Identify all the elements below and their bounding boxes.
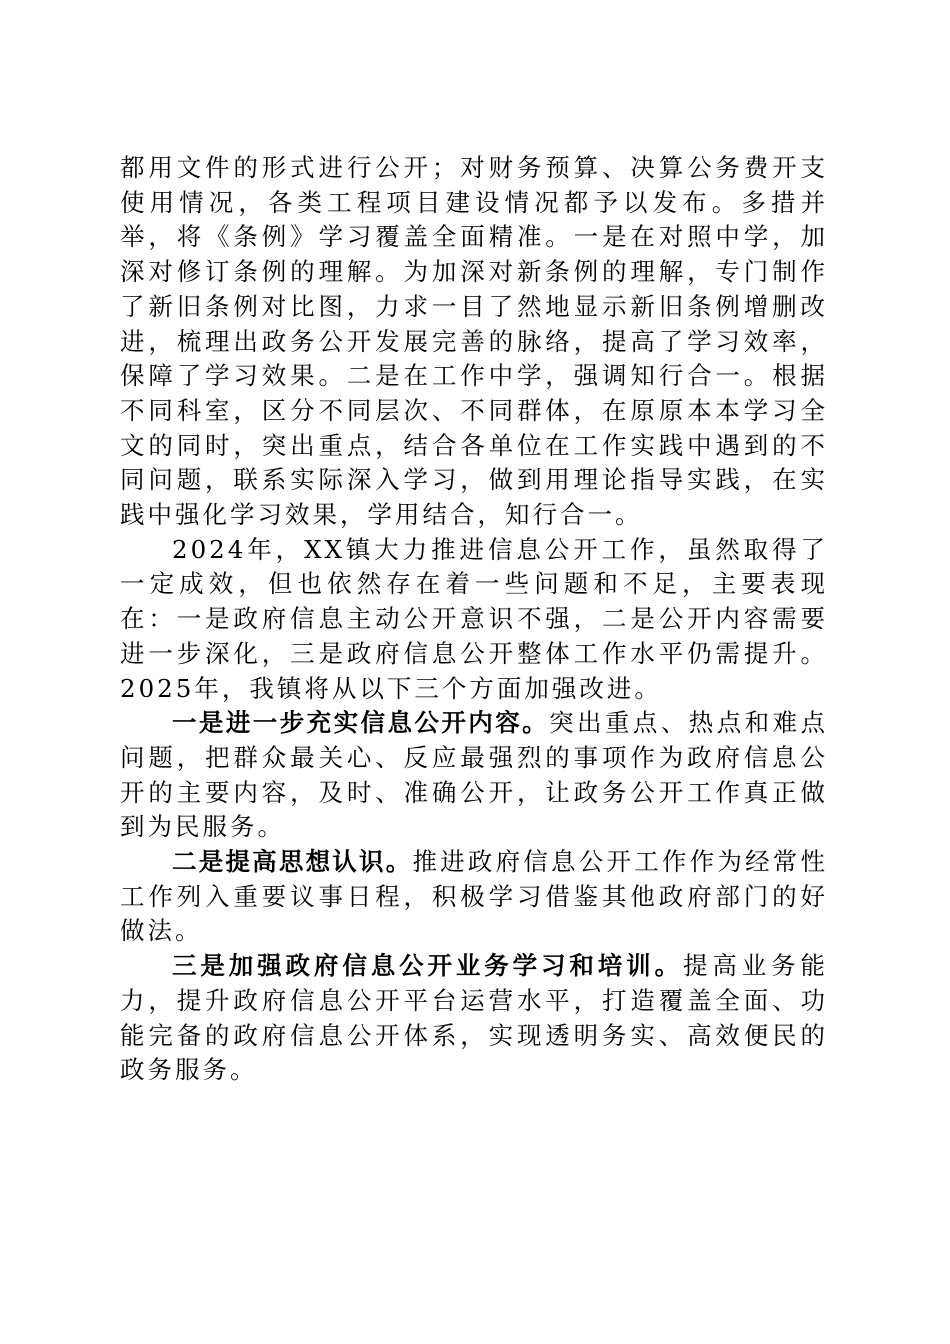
paragraph-lead-heading: 三是加强政府信息公开业务学习和培训。 — [172, 951, 683, 981]
paragraph-measure-3 — [120, 949, 828, 1088]
paragraph-summary — [120, 533, 828, 707]
document-body — [120, 151, 828, 1088]
paragraph-text: 提高业务能力，提升政府信息公开平台运营水平，打造覆盖全面、功能完备的政府信息公开体系，实现透明务实、高效便民的政务服务。 — [120, 951, 828, 1085]
paragraph-continuation — [120, 151, 828, 533]
paragraph-lead-heading: 一是进一步充实信息公开内容。 — [172, 708, 550, 738]
paragraph-text: 推进政府信息公开工作作为经常性工作列入重要议事日程，积极学习借鉴其他政府部门的好做法。 — [120, 847, 829, 946]
paragraph-measure-1 — [120, 706, 828, 845]
paragraph-text: 都用文件的形式进行公开；对财务预算、决算公务费开支使用情况，各类工程项目建设情况都予以发布。多措并举，将《条例》学习覆盖全面精准。一是在对照中学，加深对修订条例的理解。为加深对新条例的理解，专门制作了新旧条例对比图，力求一目了然地显示新旧条例增删改进，梳理出政务公开发展完善的脉络，提高了学习效率，保障了学习效果。二是在工作中学，强调知行合一。根据不同科室，区分不同层次、不同群体，在原原本本学习全文的同时，突出重点，结合各单位在工作实践中遇到的不同问题，联系实际深入学习，做到用理论指导实践，在实践中强化学习效果，学用结合，知行合一。 — [120, 153, 828, 530]
paragraph-lead-heading: 二是提高思想认识。 — [172, 847, 413, 877]
paragraph-text: 突出重点、热点和难点问题，把群众最关心、反应最强烈的事项作为政府信息公开的主要内容，及时、准确公开，让政务公开工作真正做到为民服务。 — [120, 708, 829, 842]
paragraph-measure-2 — [120, 845, 828, 949]
paragraph-text: 2024年，XX镇大力推进信息公开工作，虽然取得了一定成效，但也依然存在着一些问题和不足，主要表现在：一是政府信息主动公开意识不强，二是公开内容需要进一步深化，三是政府信息公开整体工作水平仍需提升。2025年，我镇将从以下三个方面加强改进。 — [120, 534, 828, 703]
